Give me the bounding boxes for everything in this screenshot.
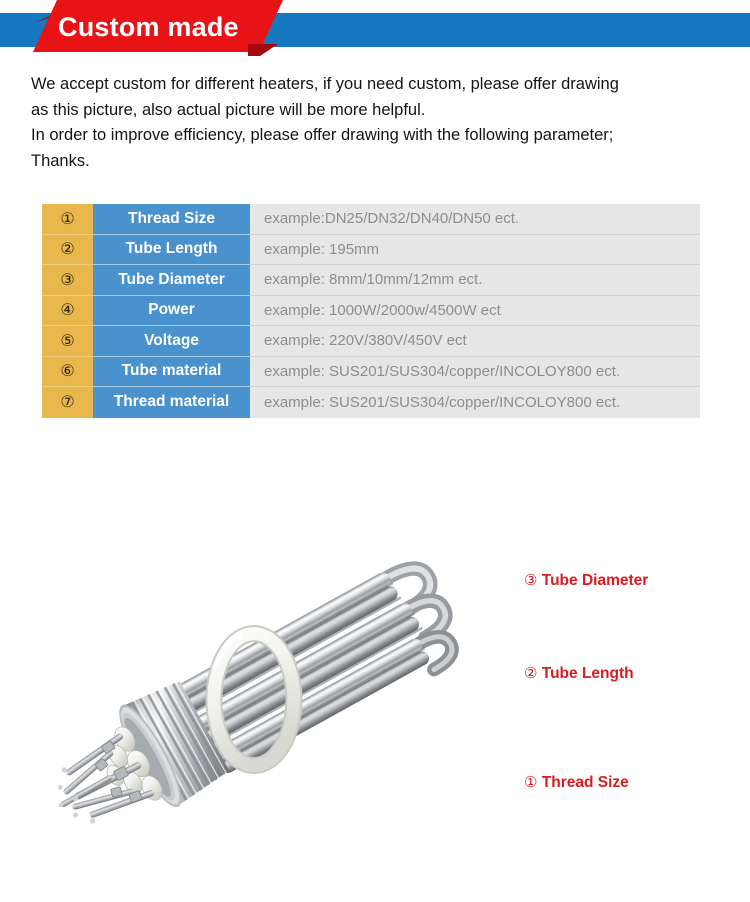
callout-label: Thread Size bbox=[541, 774, 629, 791]
row-label: Tube Diameter bbox=[93, 265, 250, 296]
heater-element bbox=[22, 529, 477, 874]
table-row bbox=[42, 326, 700, 357]
row-number: ⑥ bbox=[42, 357, 93, 388]
callout-thread-size bbox=[524, 773, 629, 792]
row-example: example:DN25/DN32/DN40/DN50 ect. bbox=[250, 204, 700, 235]
row-example: example: 195mm bbox=[250, 235, 700, 266]
row-number: ② bbox=[42, 235, 93, 266]
intro-text bbox=[31, 72, 731, 174]
row-number: ⑤ bbox=[42, 326, 93, 357]
row-label: Tube Length bbox=[93, 235, 250, 266]
table-row bbox=[42, 235, 700, 266]
heater-illustration bbox=[0, 436, 750, 902]
page-title: Custom made bbox=[58, 12, 239, 42]
table-row bbox=[42, 296, 700, 327]
callout-tube-diameter bbox=[524, 571, 648, 590]
row-number: ④ bbox=[42, 296, 93, 327]
table-row bbox=[42, 265, 700, 296]
row-example: example: 220V/380V/450V ect bbox=[250, 326, 700, 357]
page-banner bbox=[0, 0, 750, 58]
row-label: Thread Size bbox=[93, 204, 250, 235]
row-label: Power bbox=[93, 296, 250, 327]
row-number: ⑦ bbox=[42, 387, 93, 418]
row-example: example: SUS201/SUS304/copper/INCOLOY800 ect. bbox=[250, 387, 700, 418]
callout-number: ③ bbox=[524, 572, 538, 589]
row-example: example: 8mm/10mm/12mm ect. bbox=[250, 265, 700, 296]
intro-line-4: Thanks. bbox=[31, 151, 90, 170]
table-row bbox=[42, 357, 700, 388]
product-photo bbox=[0, 436, 750, 902]
callout-label: Tube Length bbox=[541, 665, 634, 682]
callout-number: ① bbox=[524, 774, 538, 791]
row-example: example: 1000W/2000w/4500W ect bbox=[250, 296, 700, 327]
table-row bbox=[42, 387, 700, 418]
row-label: Voltage bbox=[93, 326, 250, 357]
row-example: example: SUS201/SUS304/copper/INCOLOY800 ect. bbox=[250, 357, 700, 388]
callout-number: ② bbox=[524, 665, 538, 682]
row-label: Tube material bbox=[93, 357, 250, 388]
intro-line-2: as this picture, also actual picture will be more helpful. bbox=[31, 100, 426, 119]
intro-line-1: We accept custom for different heaters, if you need custom, please offer drawing bbox=[31, 75, 619, 93]
intro-line-3: In order to improve efficiency, please offer drawing with the following parameter; bbox=[31, 126, 614, 144]
table-row bbox=[42, 204, 700, 235]
parameter-table bbox=[42, 204, 700, 418]
row-number: ③ bbox=[42, 265, 93, 296]
callout-tube-length bbox=[524, 664, 634, 683]
row-label: Thread material bbox=[93, 387, 250, 418]
parameter-table-body bbox=[42, 204, 700, 418]
row-number: ① bbox=[42, 204, 93, 235]
callout-label: Tube Diameter bbox=[541, 572, 649, 589]
